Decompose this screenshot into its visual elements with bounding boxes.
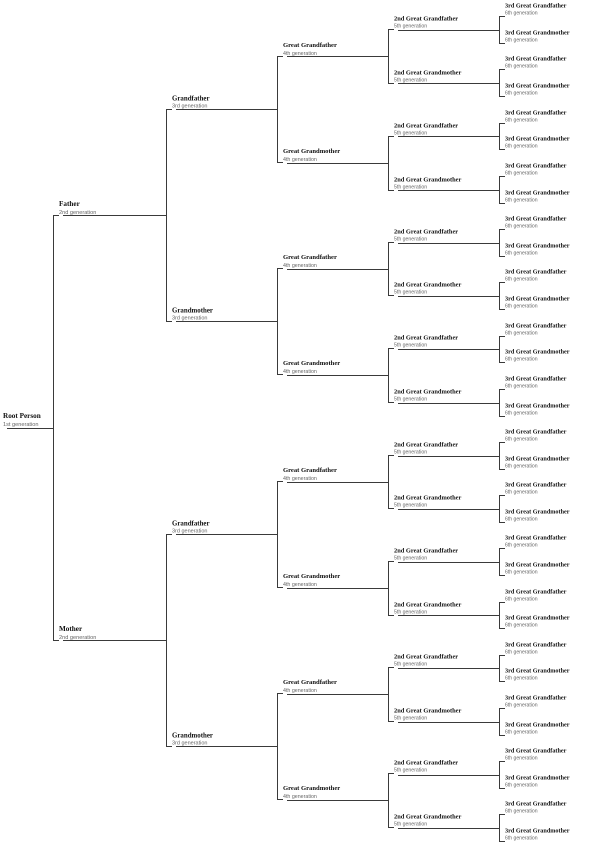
bracket-spine-gen6 <box>499 761 500 788</box>
person-generation-label: 6th generation <box>505 410 538 417</box>
person-name: 2nd Great Grandfather <box>394 334 459 342</box>
person-name: 3rd Great Grandfather <box>505 694 567 702</box>
person-name: 3rd Great Grandmother <box>505 242 570 250</box>
parent-stub <box>287 694 388 695</box>
person-node-gen6[interactable] <box>505 536 566 549</box>
person-name: 3rd Great Grandfather <box>505 747 567 755</box>
person-name: 3rd Great Grandfather <box>505 800 567 808</box>
person-name: 3rd Great Grandmother <box>505 561 570 569</box>
person-node-gen4[interactable] <box>283 43 337 57</box>
person-node-gen5[interactable] <box>394 229 458 243</box>
person-node-gen6[interactable] <box>505 191 570 204</box>
parent-stub <box>398 349 499 350</box>
person-generation-label: 4th generation <box>283 368 317 375</box>
person-name: 3rd Great Grandfather <box>505 322 567 330</box>
person-node-gen6[interactable] <box>505 829 570 842</box>
person-node-gen6[interactable] <box>505 749 566 762</box>
person-node-gen6[interactable] <box>505 244 570 257</box>
person-name: 2nd Great Grandmother <box>394 281 462 289</box>
person-name: Grandfather <box>172 95 210 103</box>
person-generation-label: 6th generation <box>505 356 538 363</box>
parent-stub <box>7 428 53 429</box>
person-node-gen6[interactable] <box>505 164 566 177</box>
person-generation-label: 6th generation <box>505 383 538 390</box>
person-name: 3rd Great Grandmother <box>505 667 570 675</box>
person-name: 3rd Great Grandfather <box>505 375 567 383</box>
person-generation-label: 6th generation <box>505 250 538 257</box>
person-name: 2nd Great Grandmother <box>394 69 462 77</box>
person-generation-label: 6th generation <box>505 622 538 629</box>
person-name: 3rd Great Grandfather <box>505 162 567 170</box>
person-generation-label: 6th generation <box>505 542 538 549</box>
person-name: Grandmother <box>172 307 213 315</box>
bracket-spine-gen6 <box>499 16 500 43</box>
person-node-gen6[interactable] <box>505 590 566 603</box>
parent-stub <box>398 296 499 297</box>
bracket-spine-gen5 <box>388 561 389 615</box>
bracket-spine-gen6 <box>499 176 500 203</box>
person-node-gen6[interactable] <box>505 137 570 150</box>
person-generation-label: 6th generation <box>505 489 538 496</box>
person-name: 3rd Great Grandfather <box>505 109 567 117</box>
person-node-gen6[interactable] <box>505 270 566 283</box>
person-name: 3rd Great Grandfather <box>505 588 567 596</box>
person-name: 2nd Great Grandmother <box>394 176 462 184</box>
person-name: 3rd Great Grandfather <box>505 268 567 276</box>
person-node-gen6[interactable] <box>505 57 566 70</box>
person-generation-label: 3rd generation <box>172 103 208 110</box>
person-node-gen4[interactable] <box>283 255 337 269</box>
person-generation-label: 6th generation <box>505 755 538 762</box>
person-name: Great Grandfather <box>283 42 337 49</box>
bracket-spine-gen4 <box>277 268 278 374</box>
person-generation-label: 1st generation <box>3 421 39 428</box>
person-generation-label: 5th generation <box>394 767 428 774</box>
person-node-gen5[interactable] <box>394 282 461 296</box>
person-node-gen6[interactable] <box>505 430 566 443</box>
person-node-gen5[interactable] <box>394 814 461 828</box>
person-generation-label: 6th generation <box>505 63 538 70</box>
person-generation-label: 5th generation <box>394 130 428 137</box>
person-node-gen6[interactable] <box>505 217 566 230</box>
person-generation-label: 6th generation <box>505 729 538 736</box>
person-generation-label: 5th generation <box>394 77 428 84</box>
person-generation-label: 6th generation <box>505 649 538 656</box>
person-node-gen5[interactable] <box>394 654 458 668</box>
person-node-gen5[interactable] <box>394 70 461 84</box>
bracket-spine-gen5 <box>388 29 389 83</box>
person-generation-label: 4th generation <box>283 581 317 588</box>
person-node-gen6[interactable] <box>505 404 570 417</box>
person-node-gen4[interactable] <box>283 574 340 588</box>
person-name: 3rd Great Grandmother <box>505 721 570 729</box>
person-node-gen4[interactable] <box>283 786 340 800</box>
person-name: 3rd Great Grandmother <box>505 508 570 516</box>
parent-stub <box>287 800 388 801</box>
person-name: 2nd Great Grandfather <box>394 759 459 767</box>
bracket-spine-gen4 <box>277 56 278 162</box>
person-node-gen5[interactable] <box>394 177 461 191</box>
person-node-gen4[interactable] <box>283 149 340 163</box>
bracket-spine-gen3 <box>166 109 167 321</box>
person-node-gen6[interactable] <box>505 696 566 709</box>
person-name: 3rd Great Grandfather <box>505 641 567 649</box>
person-name: 3rd Great Grandmother <box>505 402 570 410</box>
person-generation-label: 5th generation <box>394 555 428 562</box>
person-node-gen6[interactable] <box>505 776 570 789</box>
person-generation-label: 5th generation <box>394 184 428 191</box>
person-node-gen4[interactable] <box>283 361 340 375</box>
bracket-spine-gen4 <box>277 481 278 587</box>
person-node-gen5[interactable] <box>394 335 458 349</box>
parent-stub <box>398 668 499 669</box>
bracket-spine-gen6 <box>499 655 500 681</box>
person-generation-label: 5th generation <box>394 23 428 30</box>
person-generation-label: 5th generation <box>394 609 428 616</box>
parent-stub <box>398 509 499 510</box>
person-name: 3rd Great Grandmother <box>505 295 570 303</box>
person-node-gen6[interactable] <box>505 616 570 629</box>
person-generation-label: 2nd generation <box>59 634 97 641</box>
bracket-spine-gen6 <box>499 708 500 735</box>
person-name: Grandfather <box>172 520 210 528</box>
person-generation-label: 5th generation <box>394 661 428 668</box>
bracket-spine-gen6 <box>499 602 500 628</box>
parent-stub <box>398 456 499 457</box>
person-generation-label: 6th generation <box>505 436 538 443</box>
person-name: 3rd Great Grandmother <box>505 29 570 37</box>
person-node-gen6[interactable] <box>505 802 566 815</box>
bracket-spine-gen6 <box>499 282 500 309</box>
person-name: 3rd Great Grandmother <box>505 455 570 463</box>
person-generation-label: 6th generation <box>505 835 538 842</box>
person-generation-label: 4th generation <box>283 262 317 269</box>
parent-stub <box>287 482 388 483</box>
person-generation-label: 5th generation <box>394 449 428 456</box>
person-generation-label: 6th generation <box>505 330 538 337</box>
person-node-gen6[interactable] <box>505 111 566 124</box>
parent-stub <box>398 243 499 244</box>
person-generation-label: 4th generation <box>283 156 317 163</box>
parent-stub <box>287 163 388 164</box>
person-name: 3rd Great Grandfather <box>505 2 567 10</box>
person-name: 2nd Great Grandmother <box>394 601 462 609</box>
person-name: Father <box>59 200 80 209</box>
person-generation-label: 5th generation <box>394 502 428 509</box>
person-node-gen5[interactable] <box>394 16 458 30</box>
bracket-spine-gen6 <box>499 389 500 416</box>
person-name: Great Grandfather <box>283 254 337 261</box>
person-node-gen5[interactable] <box>394 760 458 774</box>
person-name: Great Grandfather <box>283 679 337 686</box>
person-generation-label: 5th generation <box>394 289 428 296</box>
person-generation-label: 5th generation <box>394 821 428 828</box>
person-generation-label: 6th generation <box>505 276 538 283</box>
person-generation-label: 5th generation <box>394 715 428 722</box>
person-name: 3rd Great Grandfather <box>505 481 567 489</box>
person-name: 3rd Great Grandmother <box>505 348 570 356</box>
person-name: 3rd Great Grandmother <box>505 189 570 197</box>
person-node-gen6[interactable] <box>505 350 570 363</box>
person-node-gen6[interactable] <box>505 723 570 736</box>
parent-stub <box>398 30 499 31</box>
person-name: 2nd Great Grandfather <box>394 653 459 661</box>
person-name: 2nd Great Grandfather <box>394 122 459 130</box>
parent-stub <box>287 375 388 376</box>
bracket-spine-gen5 <box>388 348 389 402</box>
person-generation-label: 6th generation <box>505 117 538 124</box>
person-node-gen6[interactable] <box>505 4 566 17</box>
person-node-gen6[interactable] <box>505 643 566 656</box>
person-generation-label: 6th generation <box>505 702 538 709</box>
person-node-gen4[interactable] <box>283 468 337 482</box>
person-node-gen5[interactable] <box>394 123 458 137</box>
person-node-gen6[interactable] <box>505 510 570 523</box>
person-node-gen5[interactable] <box>394 548 458 562</box>
person-name: 3rd Great Grandfather <box>505 428 567 436</box>
parent-stub <box>398 828 499 829</box>
person-generation-label: 4th generation <box>283 687 317 694</box>
person-name: 3rd Great Grandmother <box>505 135 570 143</box>
person-name: 2nd Great Grandmother <box>394 388 462 396</box>
person-node-gen3[interactable] <box>172 732 213 747</box>
person-generation-label: 5th generation <box>394 342 428 349</box>
bracket-spine-gen6 <box>499 229 500 256</box>
person-generation-label: 6th generation <box>505 90 538 97</box>
person-node-gen6[interactable] <box>505 457 570 470</box>
person-node-gen6[interactable] <box>505 84 570 97</box>
parent-stub <box>398 722 499 723</box>
person-node-gen6[interactable] <box>505 377 566 390</box>
person-node-gen3[interactable] <box>172 520 210 535</box>
bracket-spine-gen5 <box>388 455 389 508</box>
person-generation-label: 6th generation <box>505 37 538 44</box>
bracket-spine-gen5 <box>388 242 389 295</box>
bracket-spine-gen5 <box>388 773 389 827</box>
person-generation-label: 6th generation <box>505 463 538 470</box>
person-generation-label: 5th generation <box>394 396 428 403</box>
person-node-gen5[interactable] <box>394 495 461 509</box>
person-generation-label: 6th generation <box>505 303 538 310</box>
person-name: 2nd Great Grandfather <box>394 547 459 555</box>
person-generation-label: 4th generation <box>283 475 317 482</box>
person-node-gen5[interactable] <box>394 602 461 616</box>
person-name: Great Grandmother <box>283 785 341 792</box>
person-generation-label: 6th generation <box>505 516 538 523</box>
person-node-gen3[interactable] <box>172 307 213 322</box>
person-node-gen6[interactable] <box>505 563 570 576</box>
person-name: Great Grandmother <box>283 573 341 580</box>
person-name: 3rd Great Grandfather <box>505 55 567 63</box>
bracket-spine-gen6 <box>499 495 500 522</box>
parent-stub <box>398 775 499 776</box>
person-node-gen6[interactable] <box>505 31 570 44</box>
person-generation-label: 6th generation <box>505 223 538 230</box>
person-name: 2nd Great Grandfather <box>394 441 459 449</box>
person-name: 3rd Great Grandmother <box>505 774 570 782</box>
person-generation-label: 4th generation <box>283 793 317 800</box>
parent-stub <box>287 269 388 270</box>
person-generation-label: 6th generation <box>505 10 538 17</box>
bracket-spine-gen6 <box>499 442 500 469</box>
person-generation-label: 6th generation <box>505 143 538 150</box>
person-generation-label: 6th generation <box>505 675 538 682</box>
person-node-gen6[interactable] <box>505 297 570 310</box>
person-name: Grandmother <box>172 732 213 740</box>
person-generation-label: 2nd generation <box>59 209 97 216</box>
bracket-spine-gen6 <box>499 336 500 362</box>
person-node-gen2[interactable] <box>59 626 96 641</box>
person-node-gen6[interactable] <box>505 324 566 337</box>
person-node-gen4[interactable] <box>283 680 337 694</box>
person-name: 3rd Great Grandmother <box>505 82 570 90</box>
person-name: Mother <box>59 625 83 634</box>
person-name: Great Grandmother <box>283 360 341 367</box>
person-generation-label: 4th generation <box>283 50 317 57</box>
person-node-gen5[interactable] <box>394 708 461 722</box>
person-generation-label: 6th generation <box>505 808 538 815</box>
person-generation-label: 6th generation <box>505 170 538 177</box>
person-generation-label: 3rd generation <box>172 315 208 322</box>
person-name: Great Grandmother <box>283 148 341 155</box>
person-generation-label: 6th generation <box>505 569 538 576</box>
person-generation-label: 3rd generation <box>172 740 208 747</box>
person-name: Root Person <box>3 412 41 421</box>
person-name: 3rd Great Grandmother <box>505 827 570 835</box>
bracket-spine-gen6 <box>499 123 500 149</box>
bracket-spine-gen3 <box>166 534 167 746</box>
person-name: 2nd Great Grandfather <box>394 15 459 23</box>
person-node-gen6[interactable] <box>505 483 566 496</box>
person-name: 2nd Great Grandmother <box>394 813 462 821</box>
bracket-spine-gen6 <box>499 814 500 841</box>
bracket-spine-gen2 <box>53 215 54 640</box>
parent-stub <box>287 588 388 589</box>
person-generation-label: 6th generation <box>505 197 538 204</box>
person-node-gen5[interactable] <box>394 389 461 403</box>
person-name: 3rd Great Grandmother <box>505 614 570 622</box>
person-generation-label: 5th generation <box>394 236 428 243</box>
bracket-spine-gen4 <box>277 693 278 799</box>
person-node-gen2[interactable] <box>59 201 96 216</box>
parent-stub <box>398 403 499 404</box>
person-node-gen1[interactable] <box>3 413 41 428</box>
person-name: 3rd Great Grandfather <box>505 534 567 542</box>
bracket-spine-gen5 <box>388 667 389 721</box>
person-node-gen3[interactable] <box>172 95 210 110</box>
bracket-spine-gen6 <box>499 548 500 575</box>
person-name: 3rd Great Grandfather <box>505 215 567 223</box>
person-name: Great Grandfather <box>283 467 337 474</box>
person-node-gen6[interactable] <box>505 669 570 682</box>
person-generation-label: 6th generation <box>505 596 538 603</box>
bracket-spine-gen6 <box>499 69 500 96</box>
person-name: 2nd Great Grandmother <box>394 707 462 715</box>
person-name: 2nd Great Grandmother <box>394 494 462 502</box>
person-generation-label: 6th generation <box>505 782 538 789</box>
person-generation-label: 3rd generation <box>172 528 208 535</box>
person-node-gen5[interactable] <box>394 442 458 456</box>
bracket-spine-gen5 <box>388 136 389 190</box>
parent-stub <box>398 562 499 563</box>
person-name: 2nd Great Grandfather <box>394 228 459 236</box>
